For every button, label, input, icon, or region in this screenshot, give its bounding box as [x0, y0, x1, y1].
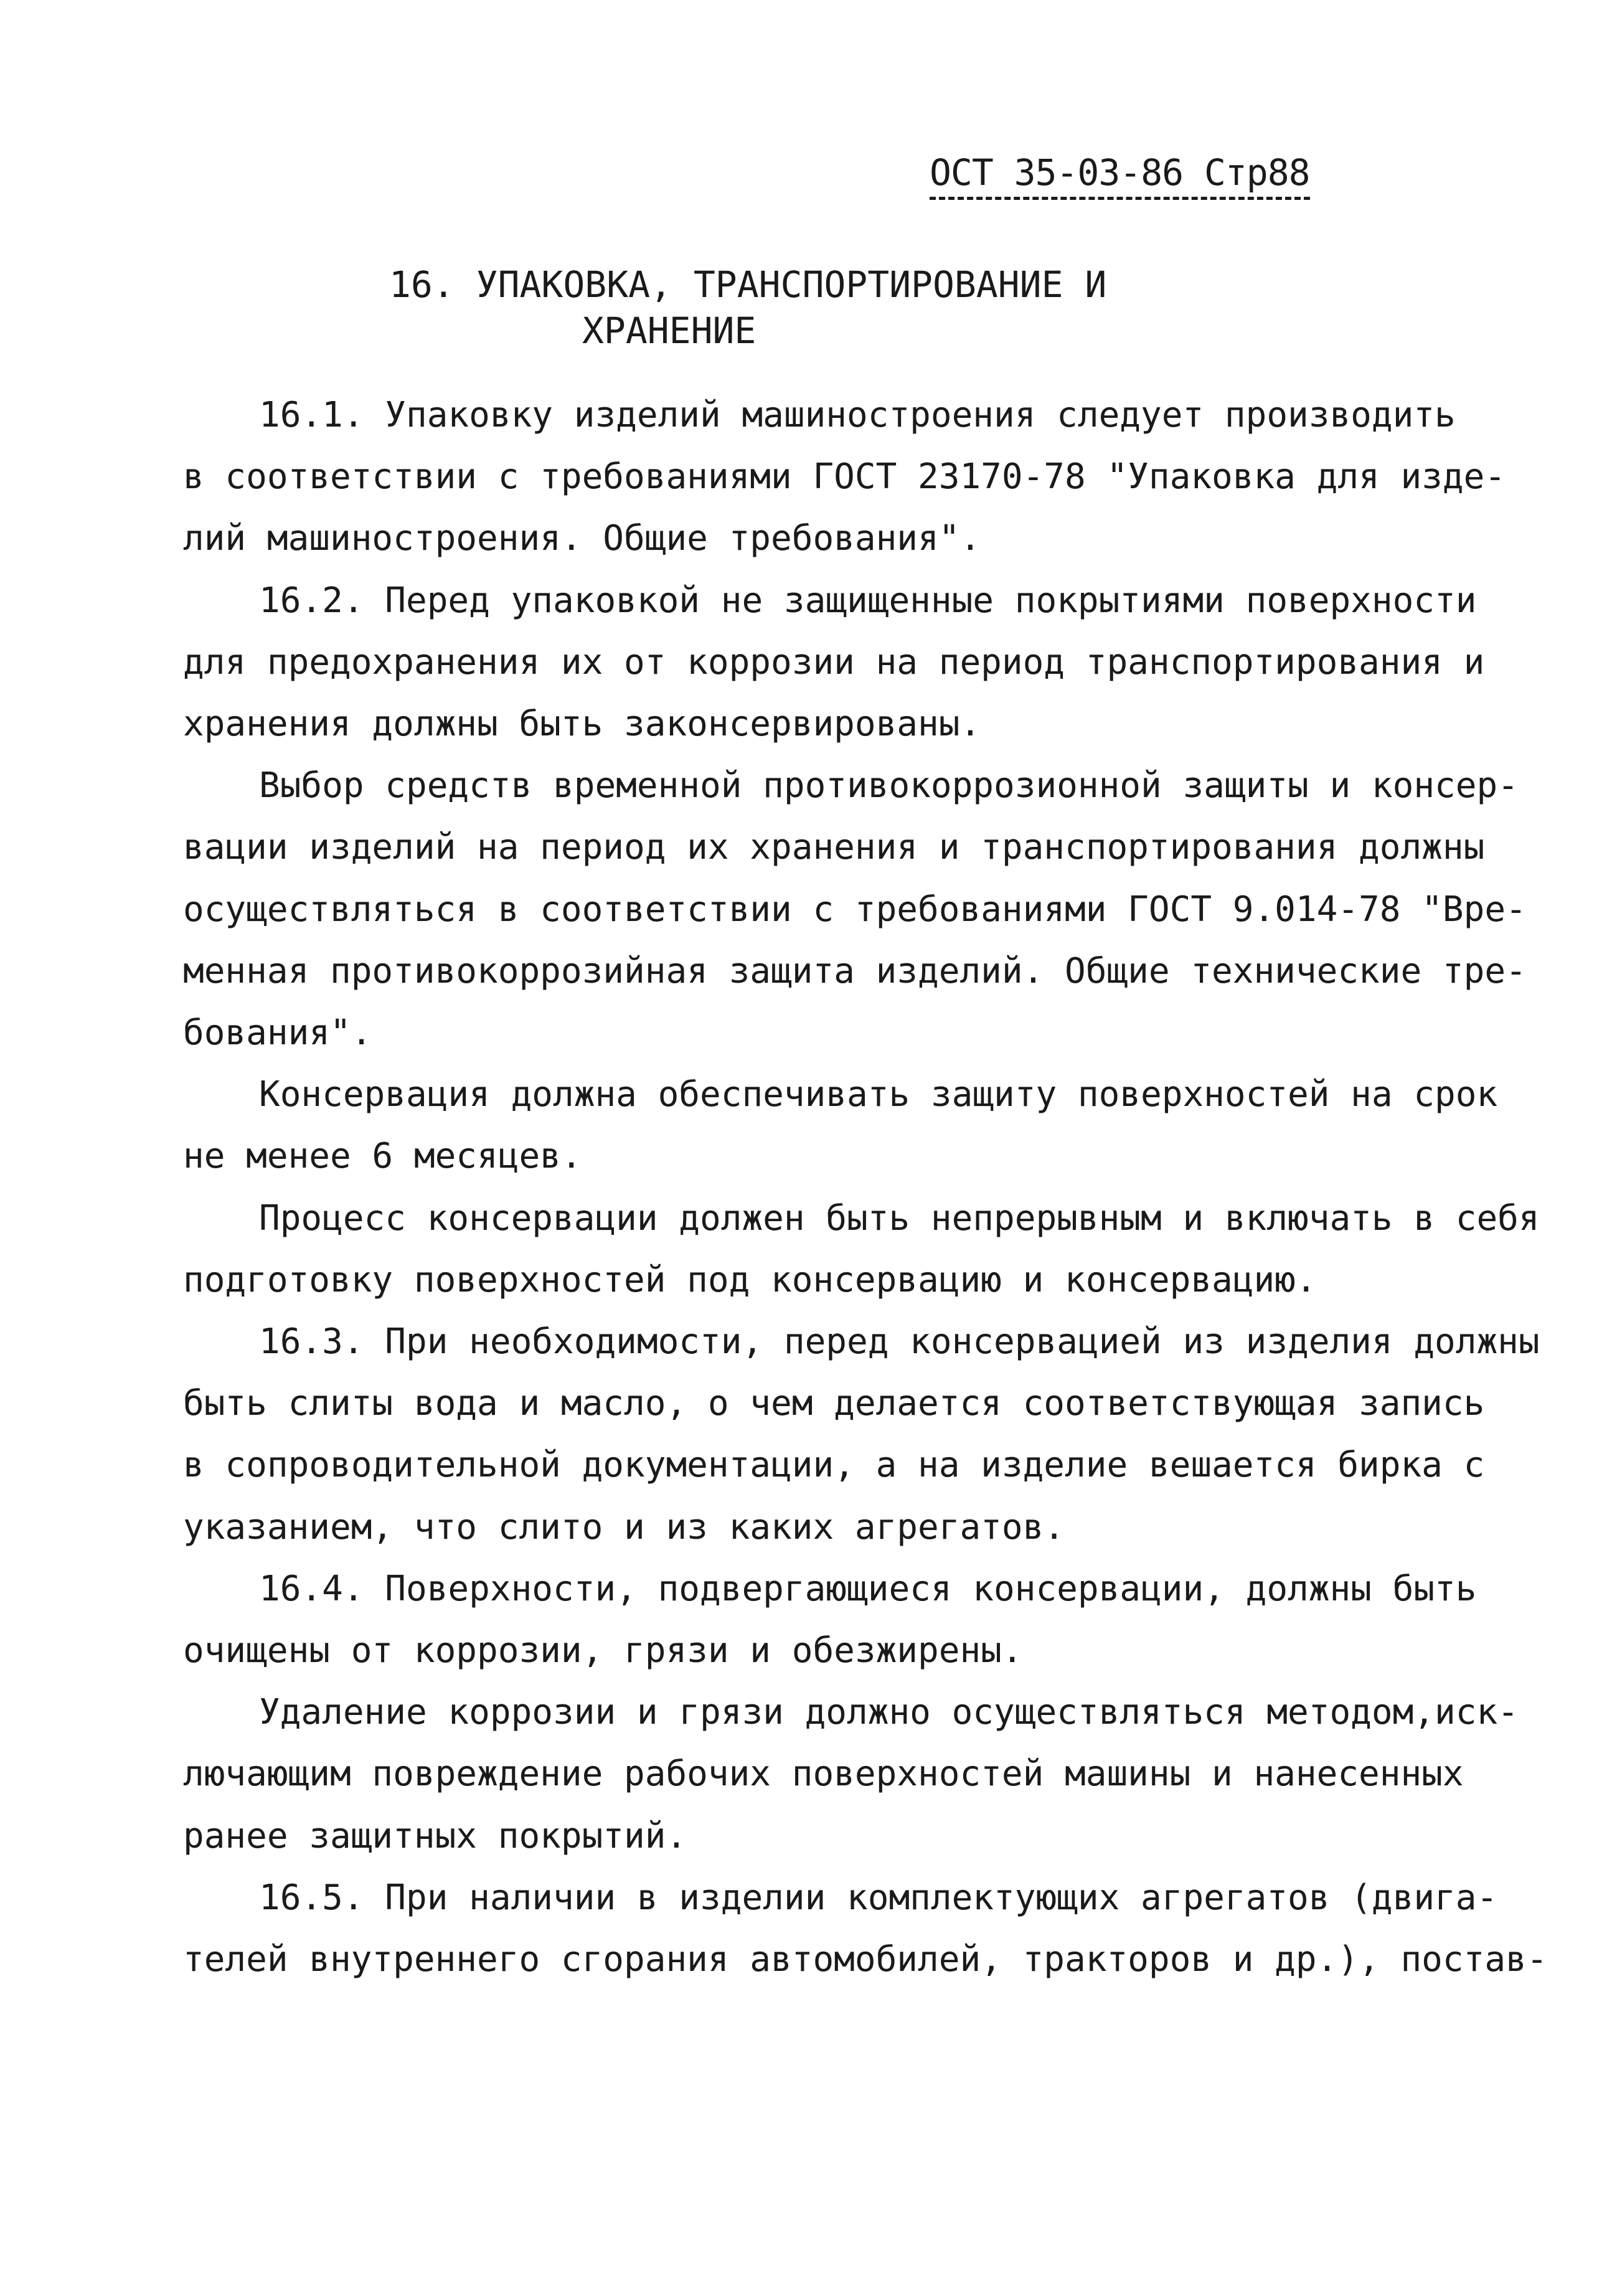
- section-title: [389, 262, 1106, 354]
- text-line: 16.4. Поверхности, подвергающиеся консервации, должны быть: [259, 1568, 1477, 1609]
- text-line: очищены от коррозии, грязи и обезжирены.: [183, 1630, 1023, 1671]
- text-line: в соответствии с требованиями ГОСТ 23170-78 "Упаковка для изде-: [183, 456, 1506, 498]
- text-line: подготовку поверхностей под консервацию и консервацию.: [183, 1259, 1317, 1300]
- paragraph-16-4: [183, 1558, 1477, 1681]
- document-reference-text: ОСТ 35-03-86 Стр88: [930, 151, 1310, 200]
- document-body: [183, 384, 1548, 1990]
- paragraph-16-2: [183, 570, 1485, 755]
- text-line: указанием, что слито и из каких агрегатов.: [183, 1506, 1065, 1547]
- paragraph-16-3: [183, 1311, 1540, 1558]
- text-line: в сопроводительной документации, а на изделие вешается бирка с: [183, 1445, 1485, 1486]
- text-line: 16.3. При необходимости, перед консервацией из изделия должны: [259, 1321, 1540, 1363]
- section-title-line-1: 16. УПАКОВКА, ТРАНСПОРТИРОВАНИЕ И: [389, 263, 1107, 306]
- paragraph-preservation-term: [183, 1064, 1498, 1187]
- paragraph-preservation-means: [183, 755, 1527, 1064]
- text-line: менная противокоррозийная защита изделий. Общие технические тре-: [183, 950, 1527, 991]
- paragraph-16-5: [183, 1867, 1548, 1990]
- text-line: Консервация должна обеспечивать защиту поверхностей на срок: [259, 1074, 1498, 1115]
- text-line: ранее защитных покрытий.: [183, 1815, 687, 1856]
- text-line: Удаление коррозии и грязи должно осуществляться методом,иск-: [259, 1692, 1519, 1733]
- paragraph-corrosion-removal: [183, 1681, 1519, 1867]
- text-line: лий машиностроения. Общие требования".: [183, 518, 981, 559]
- text-line: 16.5. При наличии в изделии комплектующих агрегатов (двига-: [259, 1877, 1498, 1918]
- text-line: 16.2. Перед упаковкой не защищенные покрытиями поверхности: [259, 580, 1477, 621]
- paragraph-16-1: [183, 384, 1506, 570]
- text-line: вации изделий на период их хранения и транспортирования должны: [183, 827, 1485, 868]
- text-line: 16.1. Упаковку изделий машиностроения следует производить: [259, 395, 1456, 435]
- text-line: хранения должны быть законсервированы.: [183, 704, 981, 745]
- document-reference: [930, 151, 1310, 200]
- section-title-line-2: ХРАНЕНИЕ: [582, 309, 757, 352]
- text-line: быть слиты вода и масло, о чем делается соответствующая запись: [183, 1383, 1485, 1424]
- text-line: лючающим повреждение рабочих поверхностей машины и нанесенных: [183, 1754, 1464, 1795]
- text-line: телей внутреннего сгорания автомобилей, тракторов и др.), постав-: [183, 1939, 1548, 1980]
- text-line: осуществляться в соответствии с требованиями ГОСТ 9.014-78 "Вре-: [183, 889, 1527, 930]
- text-line: бования".: [183, 1013, 372, 1054]
- paragraph-preservation-process: [183, 1188, 1540, 1311]
- text-line: Процесс консервации должен быть непрерывным и включать в себя: [259, 1198, 1540, 1239]
- text-line: для предохранения их от коррозии на период транспортирования и: [183, 641, 1485, 683]
- text-line: не менее 6 месяцев.: [183, 1136, 582, 1177]
- text-line: Выбор средств временной противокоррозионной защиты и консер-: [259, 765, 1519, 806]
